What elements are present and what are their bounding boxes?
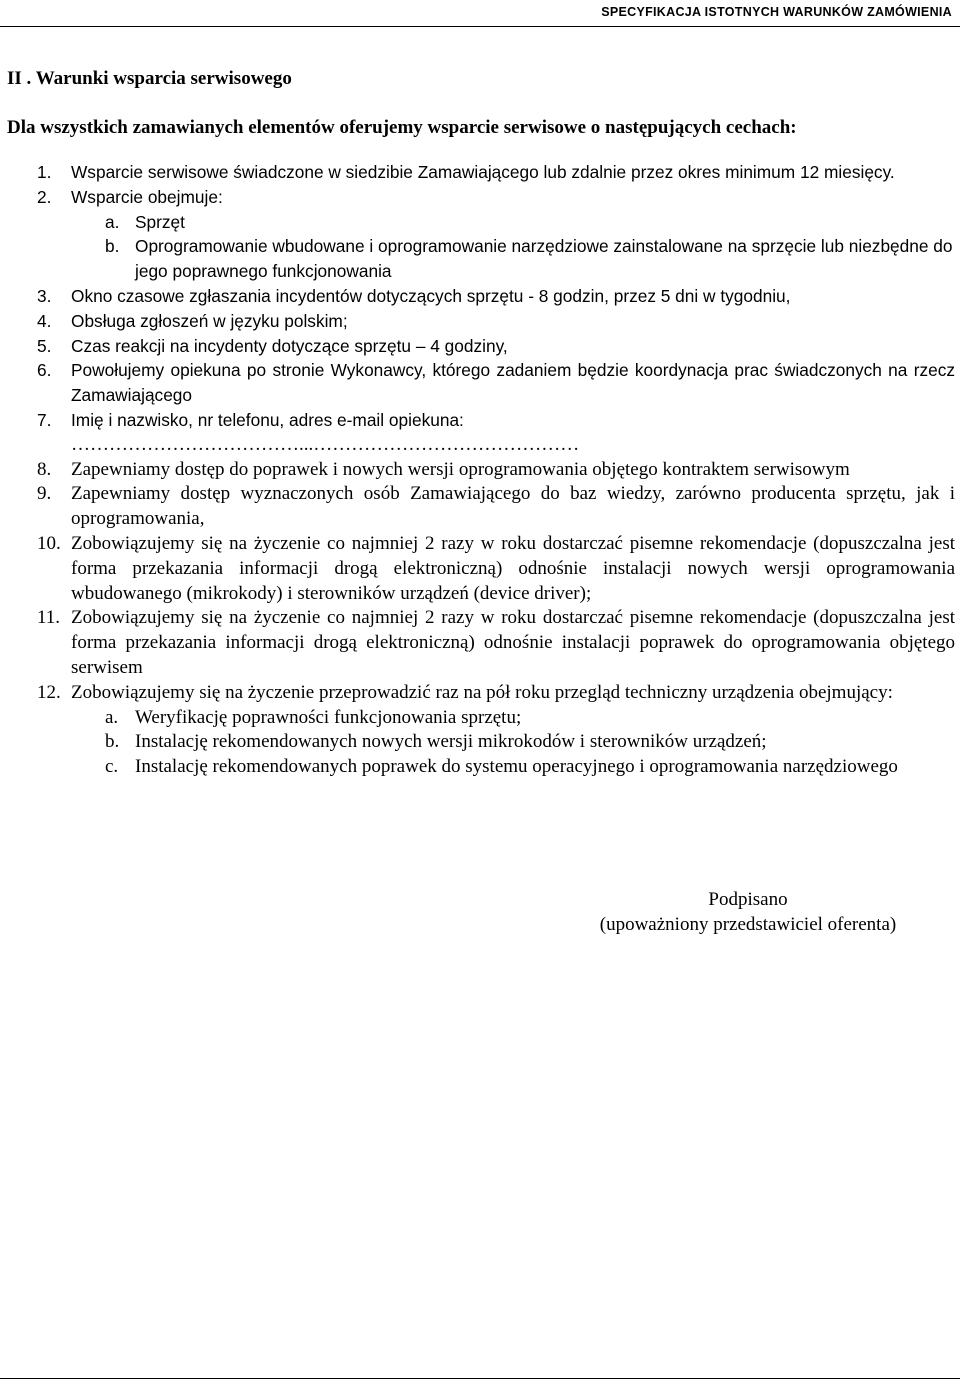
sub-item-text: Oprogramowanie wbudowane i oprogramowanie narzędziowe zainstalowane na sprzęcie lub niezbędne do jego poprawnego funkcjonowania bbox=[135, 236, 953, 282]
item-text: Zobowiązujemy się na życzenie co najmniej 2 razy w roku dostarczać pisemne rekomendacje (dopuszczalna jest forma przekazania informacji drogą elektroniczną) odnośnie instalacji nowych wersji oprogramowania wbudowanego (mikrokody) i sterowników urządzeń (device driver); bbox=[71, 532, 955, 604]
sub-item-text: Instalację rekomendowanych poprawek do systemu operacyjnego i oprogramowania narzędziowego bbox=[135, 756, 898, 778]
list-item bbox=[7, 606, 955, 680]
item-text: Okno czasowe zgłaszania incydentów dotyczących sprzętu - 8 godzin, przez 5 dni w tygodniu, bbox=[71, 285, 791, 306]
item-text: Wsparcie obejmuje: bbox=[71, 186, 223, 207]
item-number: 2. bbox=[37, 186, 52, 207]
list-item bbox=[7, 681, 955, 706]
item-number: 5. bbox=[37, 335, 52, 356]
signature-label: Podpisano bbox=[708, 889, 788, 910]
item-number: 9. bbox=[37, 483, 52, 505]
item-text: Zobowiązujemy się na życzenie przeprowadzić raz na pół roku przegląd techniczny urządzenia obejmujący: bbox=[71, 681, 893, 703]
intro-paragraph: Dla wszystkich zamawianych elementów oferujemy wsparcie serwisowe o następujących cechach: bbox=[7, 117, 797, 138]
sub-item bbox=[105, 730, 955, 755]
item-number: 10. bbox=[37, 532, 61, 554]
list-item bbox=[7, 408, 955, 433]
list-item bbox=[7, 160, 955, 185]
document-header: SPECYFIKACJA ISTOTNYCH WARUNKÓW ZAMÓWIENIA bbox=[601, 5, 952, 19]
item-text: Obsługa zgłoszeń w języku polskim; bbox=[71, 310, 348, 331]
item-text: Zobowiązujemy się na życzenie co najmniej 2 razy w roku dostarczać pisemne rekomendacje (dopuszczalna jest forma przekazania informacji drogą elektroniczną) odnośnie instalacji poprawek do oprogramowania objętego serwisem bbox=[71, 607, 955, 678]
sub-item-text: Weryfikację poprawności funkcjonowania sprzętu; bbox=[135, 706, 522, 728]
list-item bbox=[7, 284, 955, 309]
sub-item-letter: c. bbox=[105, 756, 119, 778]
item-number: 4. bbox=[37, 310, 52, 331]
list-item bbox=[7, 334, 955, 359]
sub-item-letter: b. bbox=[105, 731, 120, 753]
item-text: Czas reakcji na incydenty dotyczące sprzętu – 4 godziny, bbox=[71, 335, 508, 356]
item-text: Wsparcie serwisowe świadczone w siedzibie Zamawiającego lub zdalnie przez okres minimum 12 miesięcy. bbox=[71, 162, 895, 182]
item-text: Zapewniamy dostęp do poprawek i nowych wersji oprogramowania objętego kontraktem serwisowym bbox=[71, 458, 850, 480]
signature-role: (upoważniony przedstawiciel oferenta) bbox=[599, 914, 897, 935]
sub-item-text: Instalację rekomendowanych nowych wersji mikrokodów i sterowników urządzeń; bbox=[135, 731, 767, 753]
item-number: 1. bbox=[37, 162, 52, 182]
item-number: 3. bbox=[37, 285, 52, 306]
section-title: II . Warunki wsparcia serwisowego bbox=[7, 68, 292, 89]
footer-divider bbox=[0, 1378, 960, 1379]
sub-item-letter: b. bbox=[105, 236, 120, 257]
sub-item bbox=[105, 234, 955, 284]
terms-list bbox=[7, 160, 955, 780]
item-number: 11. bbox=[37, 607, 61, 629]
item-text: Powołujemy opiekuna po stronie Wykonawcy, którego zadaniem będzie koordynacja prac świadczonych na rzecz Zamawiającego bbox=[71, 360, 955, 406]
dotted-fill-line: ………………………………...…………………………………… bbox=[71, 433, 580, 455]
header-divider bbox=[0, 26, 960, 27]
sub-item bbox=[105, 755, 955, 780]
signature-block bbox=[576, 887, 920, 937]
sub-item-letter: a. bbox=[105, 706, 119, 728]
item-number: 7. bbox=[37, 409, 52, 430]
list-item bbox=[7, 309, 955, 334]
list-item bbox=[7, 458, 955, 483]
item-number: 12. bbox=[37, 681, 61, 703]
list-item bbox=[7, 532, 955, 606]
list-item bbox=[7, 185, 955, 210]
item-number: 6. bbox=[37, 360, 52, 381]
list-item bbox=[7, 482, 955, 532]
item-text: Zapewniamy dostęp wyznaczonych osób Zamawiającego do baz wiedzy, zarówno producenta sprzętu, jak i oprogramowania, bbox=[71, 483, 955, 530]
item-text: Imię i nazwisko, nr telefonu, adres e-mail opiekuna: bbox=[71, 409, 464, 430]
sub-item bbox=[105, 706, 955, 731]
sub-item bbox=[105, 210, 955, 235]
item-number: 8. bbox=[37, 458, 52, 480]
list-item bbox=[7, 358, 955, 408]
sub-item-text: Sprzęt bbox=[135, 211, 185, 232]
sub-item-letter: a. bbox=[105, 211, 120, 232]
